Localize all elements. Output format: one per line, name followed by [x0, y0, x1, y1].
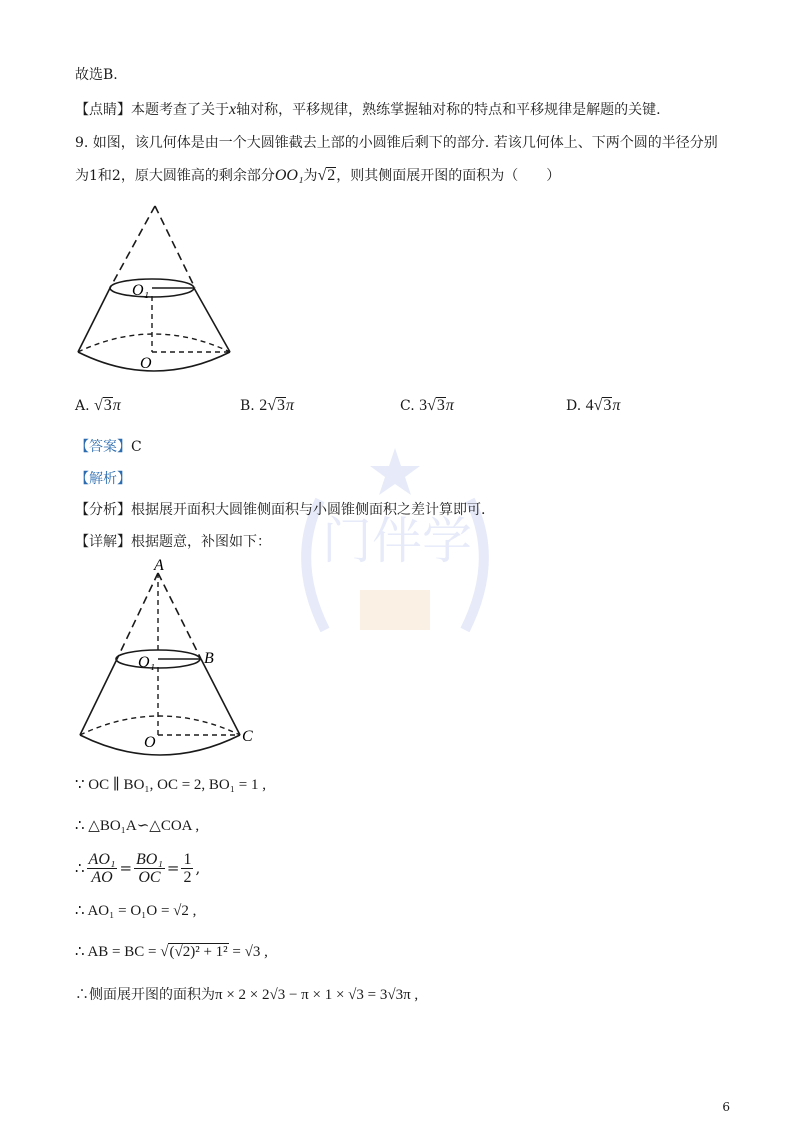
frac2-den: OC [138, 868, 161, 886]
label-o1: O₁ [138, 654, 156, 671]
comment-text-b: 轴对称，平移规律，熟练掌握轴对称的特点和平移规律是解题的关键. [236, 102, 661, 118]
frac2-num: BO₁ [136, 850, 163, 868]
option-d-pi: π [612, 397, 621, 414]
tag-fenxi: 【分析】 [75, 502, 131, 518]
label-c: C [242, 728, 253, 745]
comment-text-a: 本题考查了关于 [131, 102, 229, 118]
step-4: ∴ AO₁ = O₁O = √2 , [75, 903, 197, 919]
frac1-den: AO [91, 868, 113, 886]
sqrt-2: 2 [327, 167, 336, 184]
step-3-eq2: = [166, 859, 180, 877]
watermark-logo [280, 440, 510, 680]
frac3-num: 1 [183, 850, 192, 868]
step-5-post: = √3 , [228, 944, 268, 960]
xiangjie-text: 根据题意，补图如下： [131, 534, 271, 550]
analysis-heading [75, 469, 131, 489]
step-1: ∵ OC ∥ BO₁, OC = 2, BO₁ = 1 , [75, 777, 266, 793]
step-3-therefore: ∴ [75, 859, 85, 877]
line-conclusion: 故选B. [75, 67, 118, 83]
frac3-den: 2 [183, 868, 192, 886]
q9-text-a: 为1和2，原大圆锥高的剩余部分 [75, 168, 275, 184]
option-c-rad: 3 [436, 397, 445, 414]
option-c-letter: C. [400, 398, 415, 414]
frac1-num: AO₁ [88, 850, 116, 868]
option-b: B. 2√3π [240, 397, 294, 414]
option-b-letter: B. [240, 398, 255, 414]
var-x: x [229, 101, 237, 118]
option-b-coef: 2 [259, 397, 268, 414]
var-oo1: OO₁ [274, 167, 304, 184]
tag-xiangjie: 【详解】 [75, 534, 131, 550]
step-2: ∴ △BO₁A∽△COA , [75, 818, 200, 834]
question-9-line-1: 9. 如图，该几何体是由一个大圆锥截去上部的小圆锥后剩下的部分. 若该几何体上、下两个圆的半径分别 [75, 135, 718, 151]
fenxi-line [75, 500, 485, 520]
figure-frustum [70, 200, 250, 385]
option-d: D. 4√3π [566, 397, 621, 414]
step-5: ∴ AB = BC = √(√2)² + 1² = √3 , [75, 944, 268, 960]
option-d-coef: 4 [585, 397, 594, 414]
step-3 [75, 848, 200, 888]
question-9-line-2: 为1和2，原大圆锥高的剩余部分OO₁为√2，则其侧面展开图的面积为（ ） [75, 167, 561, 184]
option-a-pi: π [112, 397, 121, 414]
option-c-coef: 3 [419, 397, 428, 414]
label-o: O [140, 355, 152, 372]
step-3-eq1: = [119, 859, 133, 877]
step-6-text: ∴侧面展开图的面积为 [75, 987, 215, 1003]
step-3-comma: , [195, 859, 201, 877]
option-b-rad: 3 [276, 397, 285, 414]
option-d-rad: 3 [603, 397, 612, 414]
q9-text-c: ，则其侧面展开图的面积为（ ） [336, 168, 561, 184]
tag-answer: 【答案】 [75, 439, 131, 455]
page-number: 6 [722, 1100, 730, 1114]
step-6 [75, 985, 418, 1005]
option-b-pi: π [285, 397, 294, 414]
line-comment [75, 100, 661, 120]
label-o1: O₁ [132, 282, 150, 299]
option-a-rad: 3 [103, 397, 112, 414]
figure-completed-cone [70, 555, 270, 765]
fenxi-text: 根据展开面积大圆锥侧面积与小圆锥侧面积之差计算即可. [131, 502, 486, 518]
step-5-pre: ∴ AB = BC = [75, 944, 161, 960]
answer-value: C [131, 439, 142, 455]
label-b: B [204, 650, 214, 667]
q9-text-b: 为 [303, 168, 318, 184]
option-a: A. √3π [75, 397, 121, 414]
label-o: O [144, 734, 156, 751]
star-icon [370, 448, 420, 495]
option-a-letter: A. [75, 398, 90, 414]
option-c-pi: π [445, 397, 454, 414]
label-a: A [154, 557, 164, 574]
answer-line [75, 437, 142, 457]
xiangjie-line [75, 532, 271, 552]
tag-analysis: 【解析】 [75, 471, 131, 487]
step-5-radicand: (√2)² + 1² [169, 944, 228, 960]
tag-comment: 【点睛】 [75, 102, 131, 118]
option-d-letter: D. [566, 398, 582, 414]
step-6-formula: π × 2 × 2√3 − π × 1 × √3 = 3√3π , [215, 987, 419, 1003]
svg-text:门伴学: 门伴学 [322, 512, 472, 570]
option-c: C. 3√3π [400, 397, 454, 414]
